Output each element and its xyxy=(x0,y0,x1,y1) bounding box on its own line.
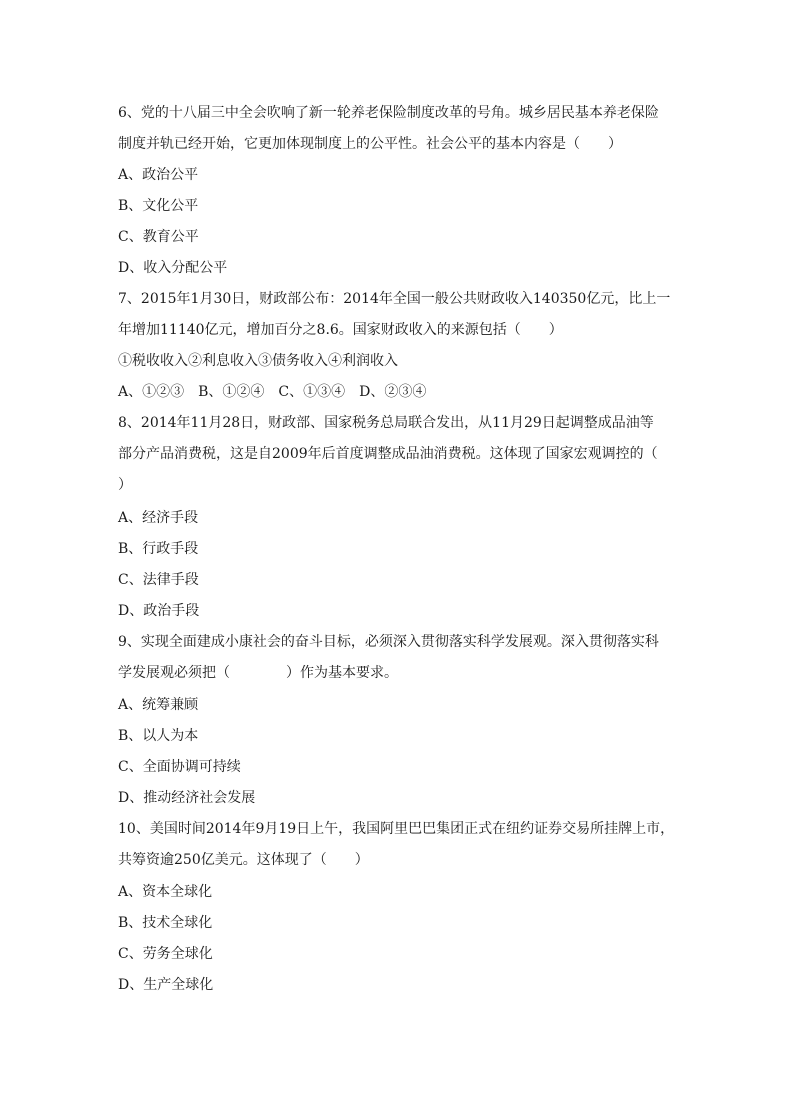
question-8-option-a: A、经济手段 xyxy=(118,510,199,526)
question-8-stem-line-3: ） xyxy=(118,477,132,493)
question-9-stem-line-1: 9、实现全面建成小康社会的奋斗目标，必须深入贯彻落实科学发展观。深入贯彻落实科 xyxy=(118,634,659,650)
question-8-option-b: B、行政手段 xyxy=(118,541,199,557)
question-6-option-a: A、政治公平 xyxy=(118,167,199,183)
question-9-option-b: B、以人为本 xyxy=(118,728,199,744)
question-7-stem-line-2: 年增加11140亿元，增加百分之8.6。国家财政收入的来源包括（ ） xyxy=(118,322,563,338)
question-6-stem-line-2: 制度并轨已经开始，它更加体现制度上的公平性。社会公平的基本内容是（ ） xyxy=(118,136,622,152)
question-9-stem-line-2: 学发展观必须把（ ）作为基本要求。 xyxy=(118,665,398,681)
question-8-stem-line-2: 部分产品消费税，这是自2009年后首度调整成品油消费税。这体现了国家宏观调控的（ xyxy=(118,446,658,462)
question-9-option-a: A、统筹兼顾 xyxy=(118,697,199,713)
question-10-option-d: D、生产全球化 xyxy=(118,977,214,993)
question-9-option-c: C、全面协调可持续 xyxy=(118,759,241,775)
question-8-option-d: D、政治手段 xyxy=(118,603,200,619)
question-7-options: A、①②③ B、①②④ C、①③④ D、②③④ xyxy=(118,384,427,400)
question-6-stem-line-1: 6、党的十八届三中全会吹响了新一轮养老保险制度改革的号角。城乡居民基本养老保险 xyxy=(118,105,659,121)
question-8-stem-line-1: 8、2014年11月28日，财政部、国家税务总局联合发出，从11月29日起调整成品油等 xyxy=(118,415,654,431)
question-6-option-c: C、教育公平 xyxy=(118,229,199,245)
question-6-option-d: D、收入分配公平 xyxy=(118,260,228,276)
question-10-option-c: C、劳务全球化 xyxy=(118,946,213,962)
question-10-stem-line-1: 10、美国时间2014年9月19日上午，我国阿里巴巴集团正式在纽约证券交易所挂牌上市， xyxy=(118,821,675,837)
question-10-option-b: B、技术全球化 xyxy=(118,915,213,931)
question-7-stem-line-1: 7、2015年1月30日，财政部公布：2014年全国一般公共财政收入140350亿元，比上一 xyxy=(118,291,671,307)
question-7-stem-line-3: ①税收收入②利息收入③债务收入④利润收入 xyxy=(118,353,398,369)
question-8-option-c: C、法律手段 xyxy=(118,572,199,588)
question-6-option-b: B、文化公平 xyxy=(118,198,199,214)
question-10-stem-line-2: 共筹资逾250亿美元。这体现了（ ） xyxy=(118,852,369,868)
question-9-option-d: D、推动经济社会发展 xyxy=(118,790,256,806)
question-10-option-a: A、资本全球化 xyxy=(118,884,213,900)
